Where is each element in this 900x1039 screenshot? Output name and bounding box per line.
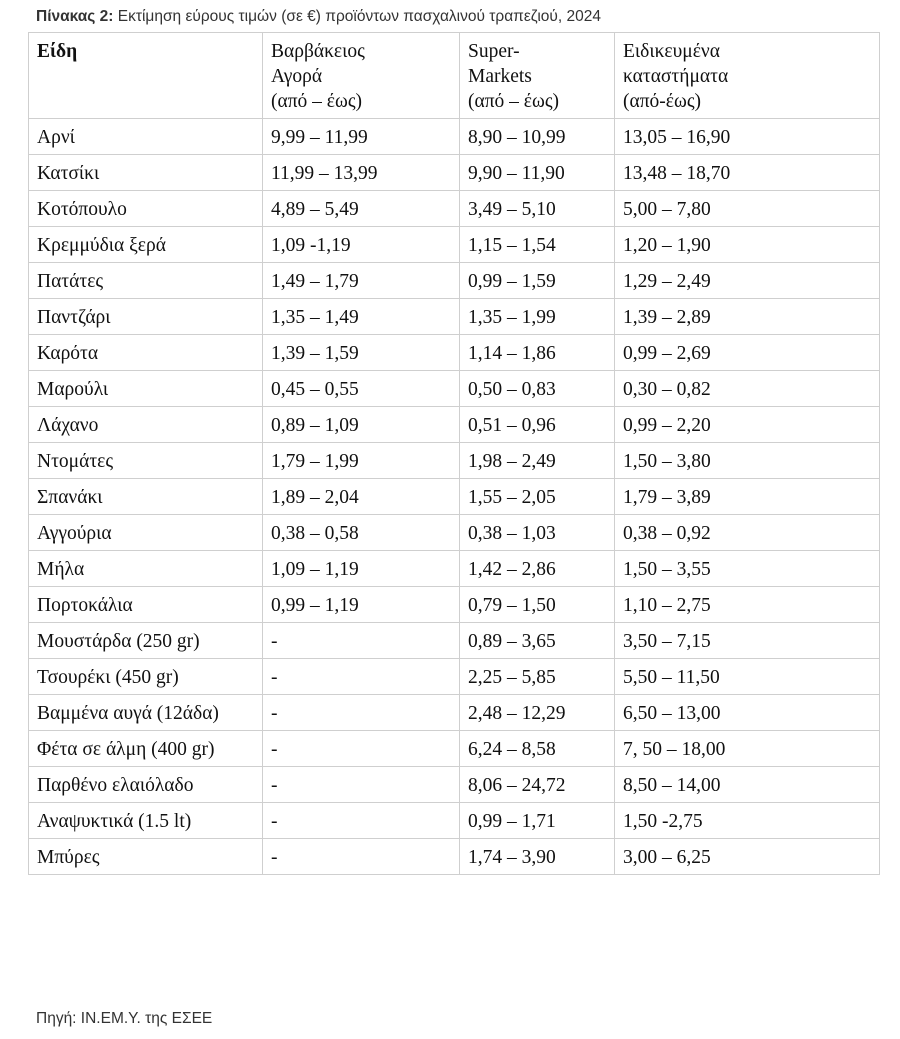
- table-row: [29, 191, 880, 227]
- supermarket-price-cell: 1,15 – 1,54: [460, 227, 615, 263]
- supermarket-price-cell: 1,42 – 2,86: [460, 551, 615, 587]
- item-name-cell: Αρνί: [29, 119, 263, 155]
- specialty-price-cell: 0,99 – 2,69: [615, 335, 880, 371]
- item-name-cell: Σπανάκι: [29, 479, 263, 515]
- caption-text: Εκτίμηση εύρους τιμών (σε €) προϊόντων πασχαλινού τραπεζιού, 2024: [117, 8, 601, 25]
- supermarket-price-cell: 1,14 – 1,86: [460, 335, 615, 371]
- varvakeios-price-cell: 1,09 -1,19: [263, 227, 460, 263]
- specialty-price-cell: 7, 50 – 18,00: [615, 731, 880, 767]
- item-name-cell: Κοτόπουλο: [29, 191, 263, 227]
- varvakeios-price-cell: -: [263, 623, 460, 659]
- item-name-cell: Μουστάρδα (250 gr): [29, 623, 263, 659]
- table-row: [29, 155, 880, 191]
- varvakeios-price-cell: -: [263, 839, 460, 875]
- specialty-price-cell: 0,38 – 0,92: [615, 515, 880, 551]
- specialty-price-cell: 8,50 – 14,00: [615, 767, 880, 803]
- table-row: [29, 803, 880, 839]
- specialty-price-cell: 5,50 – 11,50: [615, 659, 880, 695]
- specialty-price-cell: 6,50 – 13,00: [615, 695, 880, 731]
- supermarket-price-cell: 2,25 – 5,85: [460, 659, 615, 695]
- header-supermarkets: Super- Markets (από – έως): [460, 33, 615, 119]
- varvakeios-price-cell: 11,99 – 13,99: [263, 155, 460, 191]
- varvakeios-price-cell: 0,99 – 1,19: [263, 587, 460, 623]
- table-row: [29, 479, 880, 515]
- header-items: Είδη: [29, 33, 263, 119]
- table-body: [29, 119, 880, 875]
- varvakeios-price-cell: 0,45 – 0,55: [263, 371, 460, 407]
- item-name-cell: Παρθένο ελαιόλαδο: [29, 767, 263, 803]
- table-row: [29, 695, 880, 731]
- specialty-price-cell: 0,99 – 2,20: [615, 407, 880, 443]
- specialty-price-cell: 5,00 – 7,80: [615, 191, 880, 227]
- item-name-cell: Ντομάτες: [29, 443, 263, 479]
- supermarket-price-cell: 0,79 – 1,50: [460, 587, 615, 623]
- supermarket-price-cell: 8,06 – 24,72: [460, 767, 615, 803]
- supermarket-price-cell: 8,90 – 10,99: [460, 119, 615, 155]
- item-name-cell: Μαρούλι: [29, 371, 263, 407]
- varvakeios-price-cell: 1,09 – 1,19: [263, 551, 460, 587]
- supermarket-price-cell: 6,24 – 8,58: [460, 731, 615, 767]
- table-row: [29, 731, 880, 767]
- varvakeios-price-cell: 1,35 – 1,49: [263, 299, 460, 335]
- table-row: [29, 335, 880, 371]
- varvakeios-price-cell: -: [263, 803, 460, 839]
- item-name-cell: Μήλα: [29, 551, 263, 587]
- varvakeios-price-cell: 1,39 – 1,59: [263, 335, 460, 371]
- varvakeios-price-cell: -: [263, 767, 460, 803]
- item-name-cell: Λάχανο: [29, 407, 263, 443]
- table-row: [29, 587, 880, 623]
- table-row: [29, 839, 880, 875]
- supermarket-price-cell: 1,74 – 3,90: [460, 839, 615, 875]
- specialty-price-cell: 1,79 – 3,89: [615, 479, 880, 515]
- table-row: [29, 407, 880, 443]
- item-name-cell: Μπύρες: [29, 839, 263, 875]
- supermarket-price-cell: 1,35 – 1,99: [460, 299, 615, 335]
- varvakeios-price-cell: -: [263, 731, 460, 767]
- supermarket-price-cell: 0,99 – 1,59: [460, 263, 615, 299]
- specialty-price-cell: 1,39 – 2,89: [615, 299, 880, 335]
- table-row: [29, 299, 880, 335]
- specialty-price-cell: 3,50 – 7,15: [615, 623, 880, 659]
- table-row: [29, 119, 880, 155]
- varvakeios-price-cell: 0,38 – 0,58: [263, 515, 460, 551]
- table-row: [29, 767, 880, 803]
- supermarket-price-cell: 2,48 – 12,29: [460, 695, 615, 731]
- varvakeios-price-cell: 1,89 – 2,04: [263, 479, 460, 515]
- specialty-price-cell: 1,50 – 3,55: [615, 551, 880, 587]
- varvakeios-price-cell: 1,49 – 1,79: [263, 263, 460, 299]
- specialty-price-cell: 0,30 – 0,82: [615, 371, 880, 407]
- specialty-price-cell: 3,00 – 6,25: [615, 839, 880, 875]
- price-table: [28, 32, 880, 875]
- specialty-price-cell: 13,48 – 18,70: [615, 155, 880, 191]
- header-specialty-stores: Ειδικευμένα καταστήματα (από-έως): [615, 33, 880, 119]
- table-row: [29, 659, 880, 695]
- item-name-cell: Τσουρέκι (450 gr): [29, 659, 263, 695]
- specialty-price-cell: 1,50 – 3,80: [615, 443, 880, 479]
- supermarket-price-cell: 3,49 – 5,10: [460, 191, 615, 227]
- supermarket-price-cell: 9,90 – 11,90: [460, 155, 615, 191]
- specialty-price-cell: 1,10 – 2,75: [615, 587, 880, 623]
- varvakeios-price-cell: -: [263, 695, 460, 731]
- item-name-cell: Αγγούρια: [29, 515, 263, 551]
- source-note: Πηγή: ΙΝ.ΕΜ.Υ. της ΕΣΕΕ: [36, 1010, 213, 1027]
- item-name-cell: Κρεμμύδια ξερά: [29, 227, 263, 263]
- item-name-cell: Πατάτες: [29, 263, 263, 299]
- varvakeios-price-cell: 1,79 – 1,99: [263, 443, 460, 479]
- supermarket-price-cell: 1,55 – 2,05: [460, 479, 615, 515]
- table-row: [29, 515, 880, 551]
- item-name-cell: Βαμμένα αυγά (12άδα): [29, 695, 263, 731]
- item-name-cell: Πορτοκάλια: [29, 587, 263, 623]
- table-row: [29, 371, 880, 407]
- varvakeios-price-cell: -: [263, 659, 460, 695]
- supermarket-price-cell: 0,89 – 3,65: [460, 623, 615, 659]
- table-row: [29, 263, 880, 299]
- specialty-price-cell: 1,20 – 1,90: [615, 227, 880, 263]
- item-name-cell: Κατσίκι: [29, 155, 263, 191]
- item-name-cell: Φέτα σε άλμη (400 gr): [29, 731, 263, 767]
- supermarket-price-cell: 0,99 – 1,71: [460, 803, 615, 839]
- specialty-price-cell: 1,29 – 2,49: [615, 263, 880, 299]
- item-name-cell: Αναψυκτικά (1.5 lt): [29, 803, 263, 839]
- header-varvakeios: Βαρβάκειος Αγορά (από – έως): [263, 33, 460, 119]
- table-row: [29, 623, 880, 659]
- table-caption: [36, 8, 601, 26]
- caption-label: Πίνακας 2:: [36, 8, 114, 25]
- table-row: [29, 443, 880, 479]
- item-name-cell: Παντζάρι: [29, 299, 263, 335]
- specialty-price-cell: 1,50 -2,75: [615, 803, 880, 839]
- table-row: [29, 227, 880, 263]
- specialty-price-cell: 13,05 – 16,90: [615, 119, 880, 155]
- header-row: [29, 33, 880, 119]
- supermarket-price-cell: 0,38 – 1,03: [460, 515, 615, 551]
- table-row: [29, 551, 880, 587]
- supermarket-price-cell: 1,98 – 2,49: [460, 443, 615, 479]
- varvakeios-price-cell: 0,89 – 1,09: [263, 407, 460, 443]
- supermarket-price-cell: 0,50 – 0,83: [460, 371, 615, 407]
- varvakeios-price-cell: 4,89 – 5,49: [263, 191, 460, 227]
- supermarket-price-cell: 0,51 – 0,96: [460, 407, 615, 443]
- varvakeios-price-cell: 9,99 – 11,99: [263, 119, 460, 155]
- item-name-cell: Καρότα: [29, 335, 263, 371]
